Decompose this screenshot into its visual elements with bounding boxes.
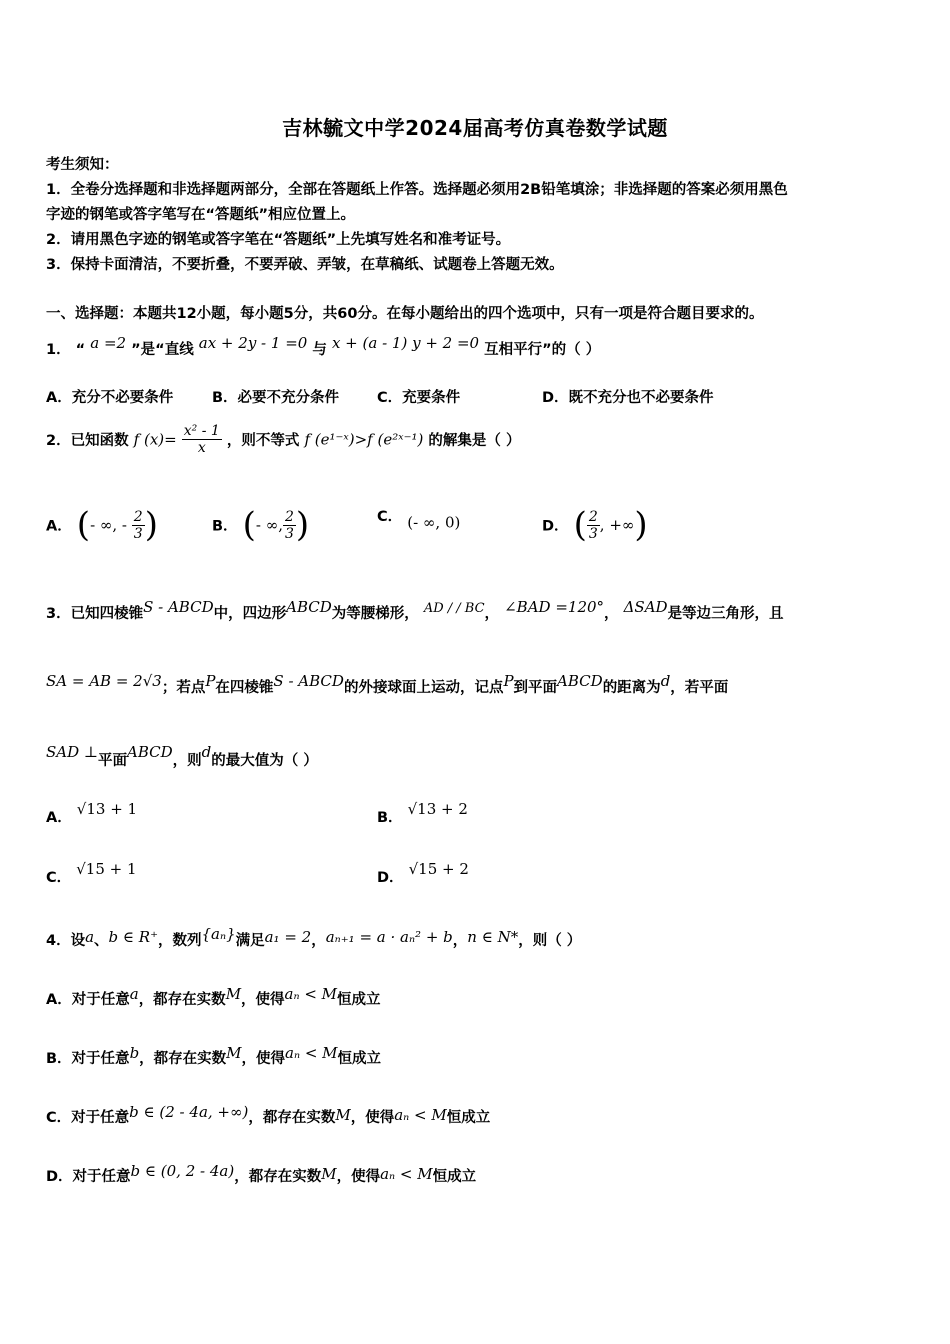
q3-option-c[interactable] [46, 860, 137, 887]
q4-c-math-3: aₙ < M [394, 1106, 447, 1124]
q2-option-b[interactable]: B． (- ∞, $\frac{2}{3}$ ) [212, 505, 310, 545]
q3-text-5: ， [604, 606, 619, 622]
q1-option-d[interactable]: D．既不充分也不必要条件 [542, 390, 714, 406]
q4-option-c[interactable] [46, 1103, 490, 1127]
question-3-line-2 [46, 672, 728, 697]
q3-math-7: P [205, 672, 216, 690]
q3-a-label: A． [46, 810, 72, 826]
q3-text-8: 在四棱锥 [215, 680, 274, 696]
q4-option-a[interactable] [46, 985, 381, 1009]
q4-option-d[interactable] [46, 1162, 476, 1186]
q4-d-text-2: ，都存在实数 [234, 1169, 322, 1185]
q1-option-c[interactable]: C．充要条件 [377, 390, 461, 406]
q2-function: f (x)= [133, 430, 177, 449]
q4-a-text-3: ，使得 [241, 992, 285, 1008]
q3-text-6: 是等边三角形，且 [667, 606, 784, 622]
q2-option-d[interactable]: D． ( $\frac{2}{3}$ , +∞) [542, 505, 648, 545]
q2-d-value: , +∞ [599, 516, 635, 534]
question-1 [46, 334, 600, 359]
q2-d-numerator: 2 [588, 508, 598, 525]
q4-math-3: {aₙ} [201, 925, 236, 943]
q2-text-2: ，则不等式 [226, 433, 300, 449]
q4-b-text-4: 恒成立 [337, 1051, 382, 1067]
q4-a-math-1: a [129, 985, 139, 1003]
q4-b-math-3: aₙ < M [285, 1044, 338, 1062]
q2-option-c[interactable] [377, 505, 460, 532]
q4-text-6: ， [452, 933, 468, 949]
q1-number: 1． [46, 342, 71, 358]
q3-option-b[interactable] [377, 800, 468, 827]
q4-c-text-1: C．对于任意 [46, 1110, 130, 1126]
q2-b-label: B． [212, 518, 238, 535]
q4-b-math-2: M [226, 1044, 242, 1062]
q2-b-value: - ∞, [255, 516, 283, 534]
q4-c-math-2: M [335, 1106, 351, 1124]
q4-math-5: aₙ₊₁ = a · aₙ² + b [325, 928, 453, 946]
q2-a-numerator: 2 [133, 508, 143, 525]
q4-text-1: 4．设 [46, 933, 86, 949]
q3-text-7: ；若点 [161, 680, 206, 696]
q3-math-11: d [660, 672, 671, 690]
q3-text-2: 中，四边形 [213, 606, 287, 622]
q1-condition: a =2 [90, 334, 127, 352]
q4-a-text-2: ，都存在实数 [138, 992, 226, 1008]
q2-c-value: (- ∞, 0) [407, 513, 461, 532]
q3-math-3: AD / / BC [423, 601, 485, 616]
q4-math-4: a₁ = 2 [264, 928, 312, 946]
q3-d-label: D． [377, 870, 404, 886]
q4-c-math-1: b ∈ (2 - 4a, +∞) [129, 1103, 249, 1121]
q3-math-1: S - ABCD [143, 598, 214, 616]
q2-b-numerator: 2 [285, 508, 294, 525]
q2-b-denominator: 3 [285, 525, 294, 542]
notice-line-2: 2．请用黑色字迹的钢笔或答字笔在“答题纸”上先填写姓名和准考证号。 [46, 232, 511, 248]
q2-inequality: f (e¹⁻ˣ)>f (e²ˣ⁻¹) [304, 430, 424, 449]
q4-c-text-4: 恒成立 [446, 1110, 491, 1126]
q4-text-7: ，则（ ） [518, 933, 582, 949]
q4-b-text-3: ，使得 [241, 1051, 286, 1067]
q3-math-8: S - ABCD [273, 672, 344, 690]
q1-option-a[interactable]: A．充分不必要条件 [46, 390, 174, 406]
q3-text-3: 为等腰梯形， [331, 606, 419, 622]
q4-text-4: 满足 [235, 933, 265, 949]
q3-math-10: ABCD [557, 672, 603, 690]
q4-a-math-3: aₙ < M [284, 985, 338, 1003]
q4-b-text-2: ，都存在实数 [139, 1051, 227, 1067]
q4-option-b[interactable] [46, 1044, 381, 1068]
q2-fraction-denominator: x [197, 440, 206, 456]
q3-b-label: B． [377, 810, 403, 826]
q3-math-6: SA = AB = 2√3 [46, 672, 162, 690]
q4-math-6: n ∈ N* [467, 928, 519, 946]
q2-a-label: A． [46, 518, 72, 535]
q3-math-2: ABCD [286, 598, 332, 616]
q2-c-label: C． [377, 509, 403, 525]
q4-a-math-2: M [225, 985, 242, 1003]
q3-option-a[interactable] [46, 800, 137, 827]
q2-text-3: 的解集是（ ） [428, 433, 521, 449]
q4-c-text-2: ，都存在实数 [248, 1110, 336, 1126]
q4-a-text-4: 恒成立 [337, 992, 381, 1008]
q4-c-text-3: ，使得 [350, 1110, 395, 1126]
q3-text-9: 的外接球面上运动，记点 [343, 680, 504, 696]
q1-text-2: 与 [312, 342, 327, 358]
q4-text-2: 、 [94, 933, 109, 949]
q3-option-d[interactable] [377, 860, 469, 887]
section-heading: 一、选择题：本题共12小题，每小题5分，共60分。在每小题给出的四个选项中，只有一项是符合题目要求的。 [46, 306, 764, 322]
q3-d-value: √15 + 2 [408, 860, 469, 878]
q4-b-text-1: B．对于任意 [46, 1051, 130, 1067]
q2-a-denominator: 3 [133, 525, 143, 542]
notice-line-1a: 1．全卷分选择题和非选择题两部分，全部在答题纸上作答。选择题必须用2B铅笔填涂；非选择题的答案必须用黑色 [46, 182, 788, 198]
q2-fraction-numerator: x² - 1 [183, 423, 220, 439]
q2-text-1: 2．已知函数 [46, 433, 129, 449]
q3-math-5: ΔSAD [623, 598, 668, 616]
notice-line-1b: 字迹的钢笔或答字笔写在“答题纸”相应位置上。 [46, 207, 356, 223]
q4-a-text-1: A．对于任意 [46, 992, 130, 1008]
q4-d-math-1: b ∈ (0, 2 - 4a) [130, 1162, 235, 1180]
q2-d-label: D． [542, 518, 569, 535]
q4-d-math-3: aₙ < M [380, 1165, 433, 1183]
question-2 [46, 423, 520, 456]
q3-text-10: 到平面 [513, 680, 558, 696]
q3-math-12: SAD ⊥ [46, 743, 99, 761]
q4-b-math-1: b [129, 1044, 140, 1062]
q2-option-a[interactable]: A． (- ∞, - $\frac{2}{3}$ ) [46, 505, 158, 545]
q3-text-4: ， [484, 606, 500, 622]
q1-option-b[interactable]: B．必要不充分条件 [212, 390, 340, 406]
notice-heading: 考生须知： [46, 157, 119, 173]
q4-text-3: ，数列 [158, 933, 202, 949]
q3-c-label: C． [46, 870, 72, 886]
q1-line-2: x + (a - 1) y + 2 =0 [331, 334, 480, 352]
q3-text-13: 平面 [98, 753, 128, 769]
question-3-line-1 [46, 598, 784, 623]
q4-math-2: b ∈ R⁺ [108, 928, 158, 946]
q3-math-4: ∠BAD =120° [504, 598, 605, 616]
q3-text-15: 的最大值为（ ） [211, 753, 318, 769]
q4-d-text-3: ，使得 [336, 1169, 381, 1185]
q4-d-text-1: D．对于任意 [46, 1169, 131, 1185]
q3-text-12: ，若平面 [670, 680, 729, 696]
q3-math-9: P [503, 672, 514, 690]
q3-math-13: ABCD [127, 743, 173, 761]
q2-a-value: - ∞, - [90, 516, 132, 534]
q3-c-value: √15 + 1 [76, 860, 137, 878]
q4-text-5: ， [311, 933, 326, 949]
q2-d-denominator: 3 [588, 525, 598, 542]
q3-b-value: √13 + 2 [407, 800, 468, 818]
q1-text-1: ”是“直线 [131, 342, 194, 358]
notice-line-3: 3．保持卡面清洁，不要折叠，不要弄破、弄皱，在草稿纸、试题卷上答题无效。 [46, 257, 564, 273]
q3-text-14: ，则 [172, 753, 202, 769]
question-4 [46, 925, 581, 950]
q4-d-text-4: 恒成立 [432, 1169, 477, 1185]
q1-line-1: ax + 2y - 1 =0 [198, 334, 308, 352]
question-3-line-3 [46, 743, 318, 770]
q3-a-value: √13 + 1 [76, 800, 138, 818]
q1-text-3: 互相平行”的（ ） [484, 342, 601, 358]
q4-math-1: a [85, 928, 95, 946]
q3-text-11: 的距离为 [602, 680, 661, 696]
q3-math-14: d [201, 743, 212, 761]
q1-quote: “ [75, 342, 86, 358]
q2-fraction [182, 423, 222, 456]
q3-text-1: 3．已知四棱锥 [46, 606, 144, 622]
q4-d-math-2: M [321, 1165, 337, 1183]
page-title: 吉林毓文中学2024届高考仿真卷数学试题 [282, 116, 668, 140]
